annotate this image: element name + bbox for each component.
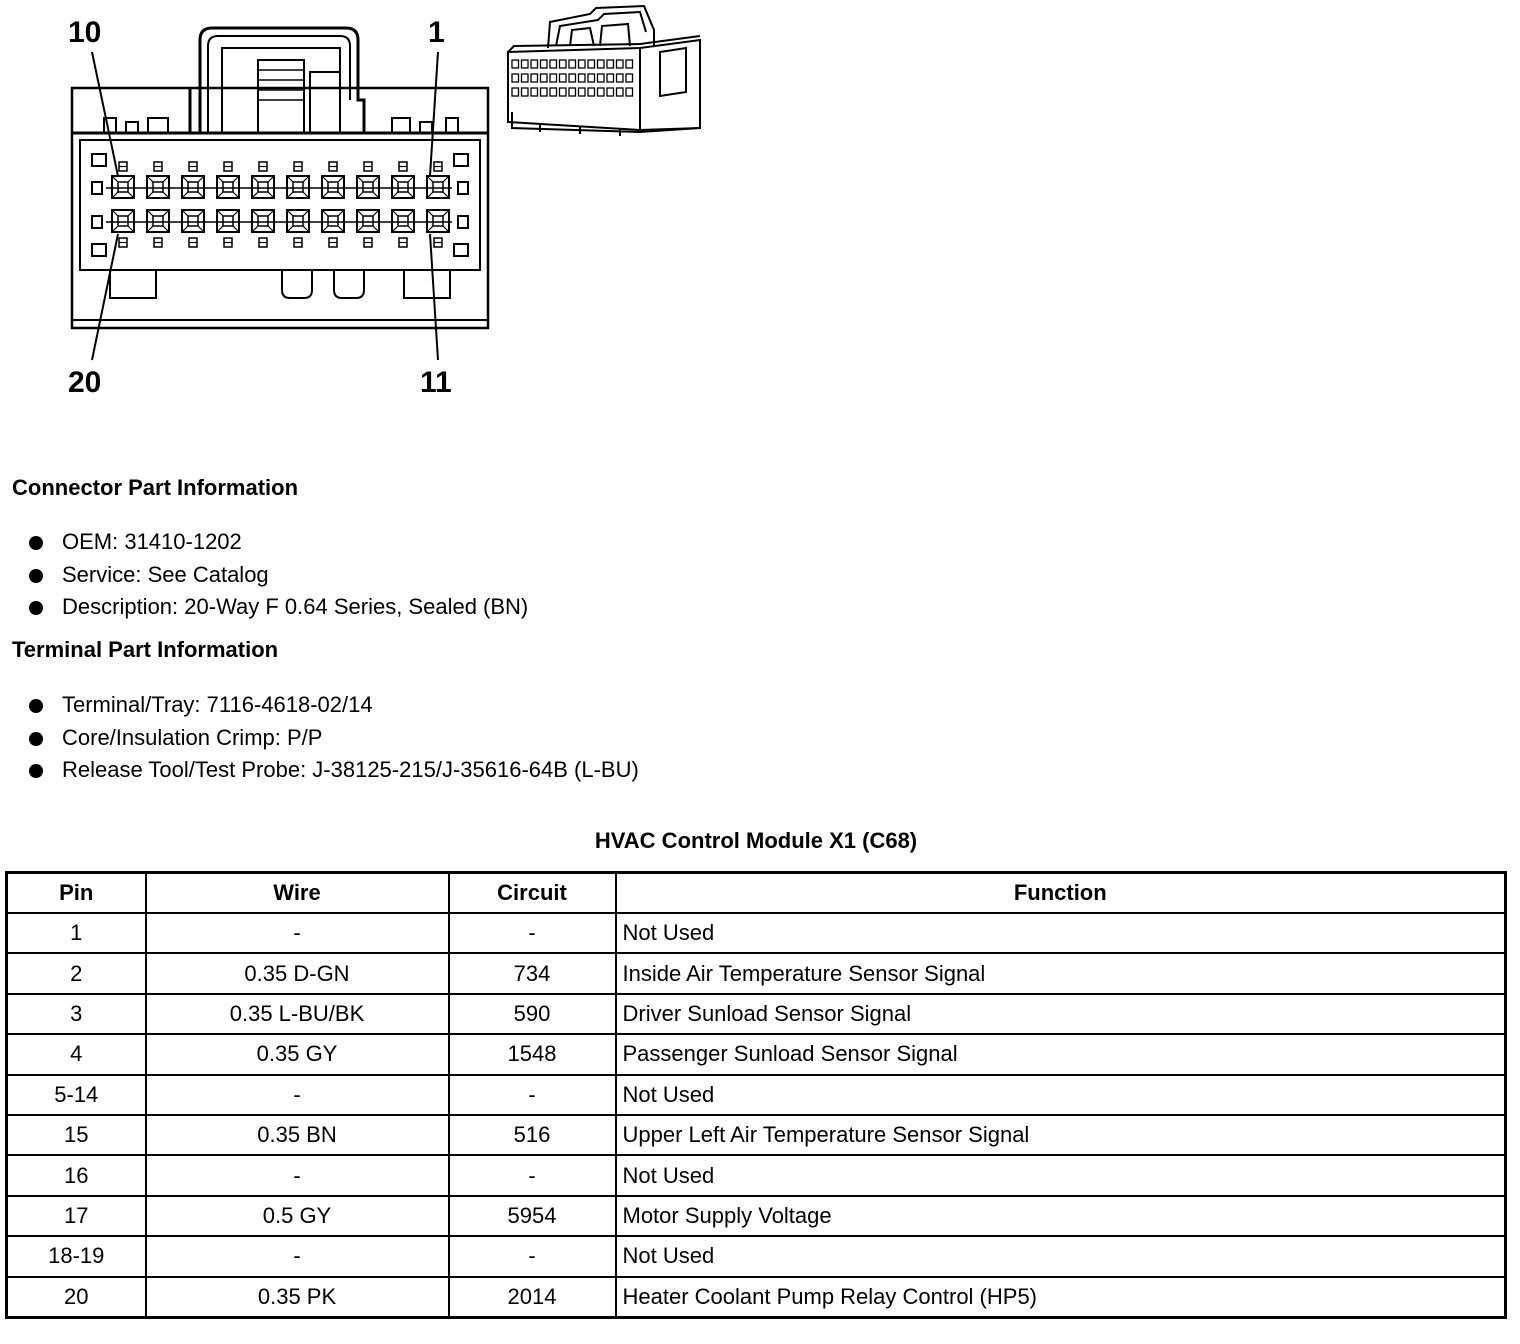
thumbnail-cavity [550, 60, 557, 68]
connector-part-info-list [28, 526, 528, 624]
table-row [7, 1075, 1506, 1115]
thumbnail-cavity [607, 88, 614, 96]
thumbnail-cavity [569, 60, 576, 68]
cell-circuit: - [449, 1236, 616, 1276]
cell-function: Not Used [616, 1155, 1506, 1195]
cell-function: Upper Left Air Temperature Sensor Signal [616, 1115, 1506, 1155]
connector-housing [72, 88, 488, 328]
cell-pin: 17 [7, 1196, 146, 1236]
cell-pin: 3 [7, 994, 146, 1034]
cell-wire: - [146, 1236, 449, 1276]
thumbnail-cavity [626, 60, 633, 68]
terminal-part-info-list [28, 689, 639, 787]
thumbnail-cavity [579, 60, 586, 68]
cell-wire: 0.35 GY [146, 1034, 449, 1074]
thumbnail-cavity [598, 88, 605, 96]
thumbnail-cavity [617, 60, 624, 68]
list-item: Description: 20-Way F 0.64 Series, Sealed (BN) [28, 591, 528, 624]
table-row [7, 1196, 1506, 1236]
cell-wire: 0.35 D-GN [146, 953, 449, 993]
thumbnail-cavity [522, 88, 529, 96]
table-row [7, 1115, 1506, 1155]
table-row [7, 913, 1506, 953]
cell-pin: 5-14 [7, 1075, 146, 1115]
thumbnail-cavity [588, 88, 595, 96]
cell-circuit: - [449, 913, 616, 953]
leader-line-1 [430, 52, 438, 176]
thumbnail-cavity [560, 74, 567, 82]
thumbnail-cavity [541, 60, 548, 68]
header-wire: Wire [146, 873, 449, 914]
pinout-table [5, 871, 1507, 1319]
thumbnail-cavity [550, 88, 557, 96]
cell-pin: 2 [7, 953, 146, 993]
thumbnail-cavity [550, 74, 557, 82]
table-row [7, 1277, 1506, 1318]
cell-circuit: 5954 [449, 1196, 616, 1236]
cell-circuit: 1548 [449, 1034, 616, 1074]
bullet-icon [29, 732, 43, 746]
cell-wire: 0.35 BN [146, 1115, 449, 1155]
thumbnail-cavity [560, 88, 567, 96]
list-item: Release Tool/Test Probe: J-38125-215/J-35616-64B (L-BU) [28, 754, 639, 787]
thumbnail-cavity [617, 88, 624, 96]
bullet-icon [29, 699, 43, 713]
cell-function: Inside Air Temperature Sensor Signal [616, 953, 1506, 993]
list-item: Service: See Catalog [28, 559, 528, 592]
thumbnail-cavity [598, 60, 605, 68]
cell-circuit: 734 [449, 953, 616, 993]
cell-function: Not Used [616, 1236, 1506, 1276]
thumbnail-cavity [626, 74, 633, 82]
thumbnail-cavity [560, 60, 567, 68]
thumbnail-cavity [522, 60, 529, 68]
cell-pin: 1 [7, 913, 146, 953]
pin-label-10: 10 [68, 16, 102, 49]
header-circuit: Circuit [449, 873, 616, 914]
cell-wire: 0.35 L-BU/BK [146, 994, 449, 1034]
pin-label-20: 20 [68, 366, 102, 399]
cell-wire: 0.5 GY [146, 1196, 449, 1236]
thumbnail-cavity [531, 60, 538, 68]
thumbnail-cavity [607, 74, 614, 82]
list-item: Core/Insulation Crimp: P/P [28, 722, 639, 755]
cell-wire: - [146, 1075, 449, 1115]
header-pin: Pin [7, 873, 146, 914]
thumbnail-cavity [541, 74, 548, 82]
table-row [7, 1236, 1506, 1276]
cell-pin: 16 [7, 1155, 146, 1195]
table-row [7, 1034, 1506, 1074]
thumbnail-cavity [626, 88, 633, 96]
connector-face-diagram [0, 0, 720, 410]
cell-wire: - [146, 913, 449, 953]
thumbnail-cavity [598, 74, 605, 82]
cell-function: Not Used [616, 1075, 1506, 1115]
bullet-icon [29, 569, 43, 583]
connector-thumbnail [508, 6, 700, 136]
cell-circuit: 590 [449, 994, 616, 1034]
header-function: Function [616, 873, 1506, 914]
thumbnail-cavity [617, 74, 624, 82]
cell-circuit: - [449, 1155, 616, 1195]
thumbnail-cavity [531, 88, 538, 96]
cell-wire: - [146, 1155, 449, 1195]
table-row [7, 994, 1506, 1034]
thumbnail-cavity [569, 88, 576, 96]
list-item: OEM: 31410-1202 [28, 526, 528, 559]
cell-pin: 20 [7, 1277, 146, 1318]
table-title: HVAC Control Module X1 (C68) [594, 828, 918, 853]
cell-circuit: 516 [449, 1115, 616, 1155]
cell-function: Heater Coolant Pump Relay Control (HP5) [616, 1277, 1506, 1318]
bullet-icon [29, 764, 43, 778]
cell-pin: 15 [7, 1115, 146, 1155]
pin-label-11: 11 [420, 366, 452, 399]
thumbnail-cavity [522, 74, 529, 82]
connector-part-info-title: Connector Part Information [12, 475, 299, 500]
terminal-part-info-title: Terminal Part Information [12, 637, 279, 662]
thumbnail-cavity [541, 88, 548, 96]
bullet-icon [29, 601, 43, 615]
table-row [7, 953, 1506, 993]
thumbnail-cavity [607, 60, 614, 68]
thumbnail-cavity [579, 88, 586, 96]
cell-pin: 18-19 [7, 1236, 146, 1276]
cell-function: Passenger Sunload Sensor Signal [616, 1034, 1506, 1074]
thumbnail-cavity [512, 88, 519, 96]
cell-wire: 0.35 PK [146, 1277, 449, 1318]
cell-function: Motor Supply Voltage [616, 1196, 1506, 1236]
pin-label-1: 1 [428, 16, 445, 49]
table-row [7, 1155, 1506, 1195]
bullet-icon [29, 536, 43, 550]
thumbnail-cavity [588, 60, 595, 68]
cell-function: Driver Sunload Sensor Signal [616, 994, 1506, 1034]
thumbnail-cavity [512, 74, 519, 82]
thumbnail-cavity [588, 74, 595, 82]
cell-pin: 4 [7, 1034, 146, 1074]
list-item: Terminal/Tray: 7116-4618-02/14 [28, 689, 639, 722]
thumbnail-cavity [579, 74, 586, 82]
thumbnail-cavity [531, 74, 538, 82]
table-header-row [7, 873, 1506, 914]
thumbnail-cavity [569, 74, 576, 82]
thumbnail-cavity [512, 60, 519, 68]
cell-circuit: 2014 [449, 1277, 616, 1318]
cell-function: Not Used [616, 913, 1506, 953]
cell-circuit: - [449, 1075, 616, 1115]
